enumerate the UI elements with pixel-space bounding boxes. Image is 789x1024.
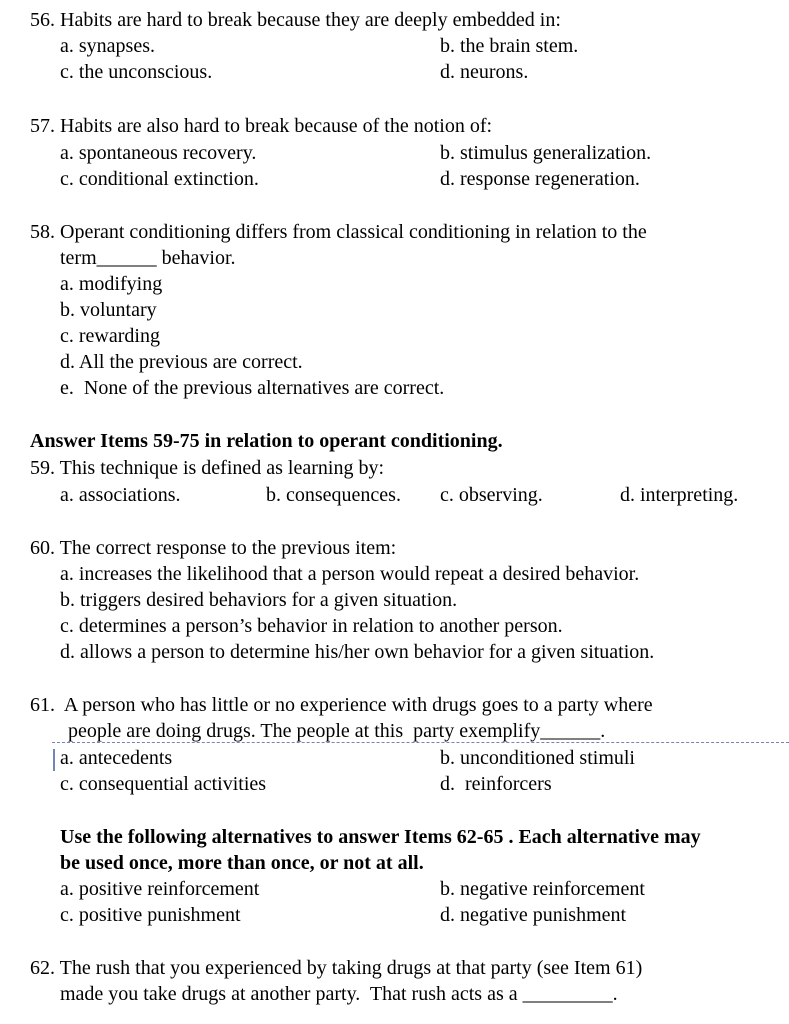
- alt-option-c: c. positive punishment: [60, 904, 241, 926]
- section-heading-62-65-line1: Use the following alternatives to answer Items 62-65 . Each alternative may: [60, 826, 701, 848]
- alt-option-a: a. positive reinforcement: [60, 878, 260, 900]
- alt-option-d: d. negative punishment: [440, 904, 627, 926]
- q57-stem: 57. Habits are also hard to break because of the notion of:: [30, 115, 493, 137]
- q61-option-c: c. consequential activities: [60, 773, 267, 795]
- q58-option-c: c. rewarding: [60, 325, 160, 347]
- q61-option-a: a. antecedents: [60, 747, 173, 769]
- q61-option-d: d. reinforcers: [440, 773, 552, 795]
- q59-option-c: c. observing.: [440, 484, 543, 506]
- q61-stem-line1: 61. A person who has little or no experience with drugs goes to a party where: [30, 694, 653, 716]
- q57-option-c: c. conditional extinction.: [60, 168, 259, 190]
- text-cursor[interactable]: [53, 749, 55, 771]
- q57-option-b: b. stimulus generalization.: [440, 142, 652, 164]
- q56-option-c: c. the unconscious.: [60, 61, 213, 83]
- q59-stem: 59. This technique is defined as learning by:: [30, 457, 384, 479]
- q56-stem: 56. Habits are hard to break because they are deeply embedded in:: [30, 9, 561, 31]
- q58-option-a: a. modifying: [60, 273, 163, 295]
- q62-stem-line2: made you take drugs at another party. That rush acts as a _________.: [60, 983, 618, 1005]
- q56-option-d: d. neurons.: [440, 61, 529, 83]
- selection-dashed-border: [52, 742, 789, 743]
- q60-stem: 60. The correct response to the previous item:: [30, 537, 397, 559]
- q57-option-a: a. spontaneous recovery.: [60, 142, 257, 164]
- alt-option-b: b. negative reinforcement: [440, 878, 645, 900]
- q60-option-a: a. increases the likelihood that a person would repeat a desired behavior.: [60, 563, 640, 585]
- q60-option-b: b. triggers desired behaviors for a given situation.: [60, 589, 458, 611]
- q58-option-e: e. None of the previous alternatives are correct.: [60, 377, 445, 399]
- q59-option-b: b. consequences.: [266, 484, 401, 506]
- q57-option-d: d. response regeneration.: [440, 168, 640, 190]
- q58-option-b: b. voluntary: [60, 299, 157, 321]
- q59-option-d: d. interpreting.: [620, 484, 739, 506]
- q61-option-b: b. unconditioned stimuli: [440, 747, 635, 769]
- q56-option-b: b. the brain stem.: [440, 35, 579, 57]
- q60-option-c: c. determines a person’s behavior in relation to another person.: [60, 615, 563, 637]
- q60-option-d: d. allows a person to determine his/her own behavior for a given situation.: [60, 641, 655, 663]
- q62-stem-line1: 62. The rush that you experienced by taking drugs at that party (see Item 61): [30, 957, 643, 979]
- q56-option-a: a. synapses.: [60, 35, 155, 57]
- q58-option-d: d. All the previous are correct.: [60, 351, 303, 373]
- q58-stem-line1: 58. Operant conditioning differs from classical conditioning in relation to the: [30, 221, 647, 243]
- q59-option-a: a. associations.: [60, 484, 181, 506]
- q61-stem-line2: people are doing drugs. The people at this party exemplify______.: [68, 720, 606, 742]
- section-heading-59-75: Answer Items 59-75 in relation to operant conditioning.: [30, 430, 503, 452]
- section-heading-62-65-line2: be used once, more than once, or not at all.: [60, 852, 424, 874]
- q58-stem-line2: term______ behavior.: [60, 247, 236, 269]
